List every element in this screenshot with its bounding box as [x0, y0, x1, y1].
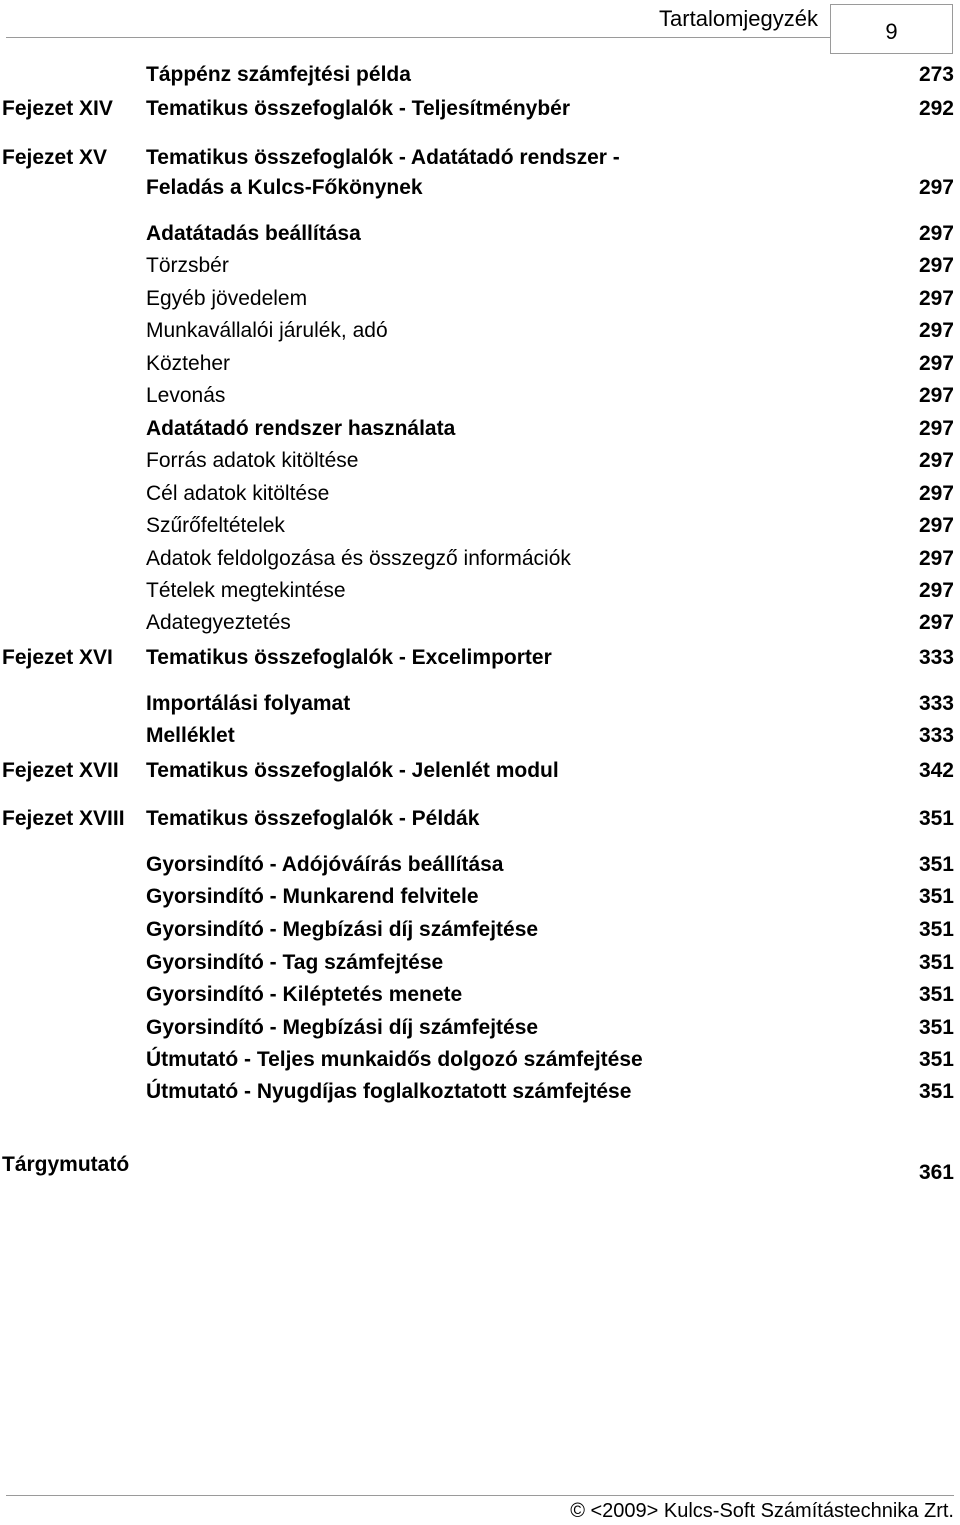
- entry-page: 297: [918, 176, 954, 199]
- entry-page: 297: [918, 254, 954, 277]
- toc-entry[interactable]: [0, 756, 960, 786]
- entry-title: Szűrőfeltételek: [146, 514, 285, 537]
- entry-title: Tematikus összefoglalók - Adatátadó rendszer -: [146, 146, 620, 169]
- entry-page: 297: [918, 579, 954, 602]
- entry-page: 297: [918, 514, 954, 537]
- toc-entry[interactable]: [0, 544, 960, 574]
- entry-page: 351: [918, 1016, 954, 1039]
- entry-title: Tematikus összefoglalók - Excelimporter: [146, 646, 552, 669]
- toc-entry[interactable]: [0, 446, 960, 476]
- chapter-label: Fejezet XV: [2, 146, 108, 169]
- toc-entry[interactable]: [0, 251, 960, 281]
- toc-entry[interactable]: [0, 173, 960, 203]
- toc-entry[interactable]: [0, 381, 960, 411]
- entry-title: Tematikus összefoglalók - Példák: [146, 807, 480, 830]
- entry-page: 342: [918, 759, 954, 782]
- entry-title: Levonás: [146, 384, 226, 407]
- entry-page: 333: [918, 724, 954, 747]
- entry-title: Forrás adatok kitöltése: [146, 449, 359, 472]
- entry-title: Gyorsindító - Tag számfejtése: [146, 951, 444, 974]
- entry-page: 273: [918, 63, 954, 86]
- entry-page: 351: [918, 853, 954, 876]
- entry-page: 297: [918, 319, 954, 342]
- header-rule: [6, 37, 830, 38]
- toc-entry[interactable]: [0, 414, 960, 444]
- toc-entry[interactable]: [0, 511, 960, 541]
- toc-entry[interactable]: [0, 980, 960, 1010]
- toc-entry[interactable]: [0, 60, 960, 90]
- toc-entry[interactable]: [0, 948, 960, 978]
- toc-entry[interactable]: [0, 316, 960, 346]
- toc-entry-index[interactable]: [0, 1150, 960, 1184]
- entry-title: Tematikus összefoglalók - Teljesítménybér: [146, 97, 571, 120]
- entry-title: Adatátadó rendszer használata: [146, 417, 456, 440]
- entry-page: 351: [918, 918, 954, 941]
- chapter-label: Fejezet XIV: [2, 97, 113, 120]
- entry-page: 297: [918, 352, 954, 375]
- entry-title: Feladás a Kulcs-Főkönynek: [146, 176, 423, 199]
- chapter-label: Fejezet XVII: [2, 759, 119, 782]
- entry-page: 297: [918, 384, 954, 407]
- toc-entry[interactable]: [0, 349, 960, 379]
- entry-page: 297: [918, 482, 954, 505]
- toc-entry[interactable]: [0, 882, 960, 912]
- toc-entry[interactable]: [0, 1077, 960, 1107]
- toc-entry[interactable]: [0, 850, 960, 880]
- chapter-label: Fejezet XVI: [2, 646, 113, 669]
- entry-page: 333: [918, 646, 954, 669]
- toc-entry[interactable]: [0, 576, 960, 606]
- entry-title: Egyéb jövedelem: [146, 287, 308, 310]
- index-page: 361: [918, 1161, 954, 1184]
- entry-title: Adatátadás beállítása: [146, 222, 361, 245]
- entry-page: 297: [918, 449, 954, 472]
- entry-title: Gyorsindító - Megbízási díj számfejtése: [146, 1016, 539, 1039]
- entry-page: 351: [918, 1048, 954, 1071]
- entry-title: Törzsbér: [146, 254, 229, 277]
- footer-copyright: © <2009> Kulcs-Soft Számítástechnika Zrt.: [570, 1500, 954, 1522]
- chapter-label: Fejezet XVIII: [2, 807, 125, 830]
- toc-entry[interactable]: [0, 915, 960, 945]
- entry-title: Gyorsindító - Adójóváírás beállítása: [146, 853, 504, 876]
- entry-page: 297: [918, 222, 954, 245]
- toc-entry[interactable]: [0, 1045, 960, 1075]
- entry-page: 297: [918, 547, 954, 570]
- entry-page: 297: [918, 417, 954, 440]
- entry-title: Gyorsindító - Kiléptetés menete: [146, 983, 463, 1006]
- toc-entry[interactable]: [0, 643, 960, 673]
- entry-page: 297: [918, 611, 954, 634]
- entry-title: Melléklet: [146, 724, 235, 747]
- entry-page: 297: [918, 287, 954, 310]
- entry-title: Közteher: [146, 352, 231, 375]
- entry-page: 351: [918, 1080, 954, 1103]
- entry-title: Importálási folyamat: [146, 692, 351, 715]
- entry-title: Gyorsindító - Megbízási díj számfejtése: [146, 918, 539, 941]
- toc-entry[interactable]: [0, 284, 960, 314]
- entry-title: Útmutató - Nyugdíjas foglalkoztatott számfejtése: [146, 1080, 632, 1103]
- toc-entry[interactable]: [0, 689, 960, 719]
- entry-title: Adategyeztetés: [146, 611, 291, 634]
- page-header-title: Tartalomjegyzék: [659, 6, 818, 31]
- entry-page: 351: [918, 885, 954, 908]
- entry-page: 333: [918, 692, 954, 715]
- toc-entry[interactable]: [0, 479, 960, 509]
- toc-entry[interactable]: [0, 1013, 960, 1043]
- entry-title: Tételek megtekintése: [146, 579, 346, 602]
- entry-page: 351: [918, 951, 954, 974]
- entry-title: Tematikus összefoglalók - Jelenlét modul: [146, 759, 559, 782]
- entry-title: Munkavállalói járulék, adó: [146, 319, 388, 342]
- toc-entry[interactable]: [0, 143, 960, 173]
- index-title: Tárgymutató: [2, 1153, 130, 1176]
- toc-entry[interactable]: [0, 94, 960, 124]
- toc-entry[interactable]: [0, 721, 960, 751]
- footer-rule: [6, 1495, 954, 1496]
- toc-entry[interactable]: [0, 608, 960, 638]
- entry-page: 351: [918, 807, 954, 830]
- entry-page: 351: [918, 983, 954, 1006]
- entry-title: Adatok feldolgozása és összegző információk: [146, 547, 571, 570]
- entry-page: 292: [918, 97, 954, 120]
- entry-title: Útmutató - Teljes munkaidős dolgozó számfejtése: [146, 1048, 643, 1071]
- page-number-box: 9: [830, 4, 953, 54]
- entry-title: Cél adatok kitöltése: [146, 482, 330, 505]
- toc-entry[interactable]: [0, 219, 960, 249]
- entry-title: Táppénz számfejtési példa: [146, 63, 411, 86]
- toc-entry[interactable]: [0, 804, 960, 834]
- entry-title: Gyorsindító - Munkarend felvitele: [146, 885, 479, 908]
